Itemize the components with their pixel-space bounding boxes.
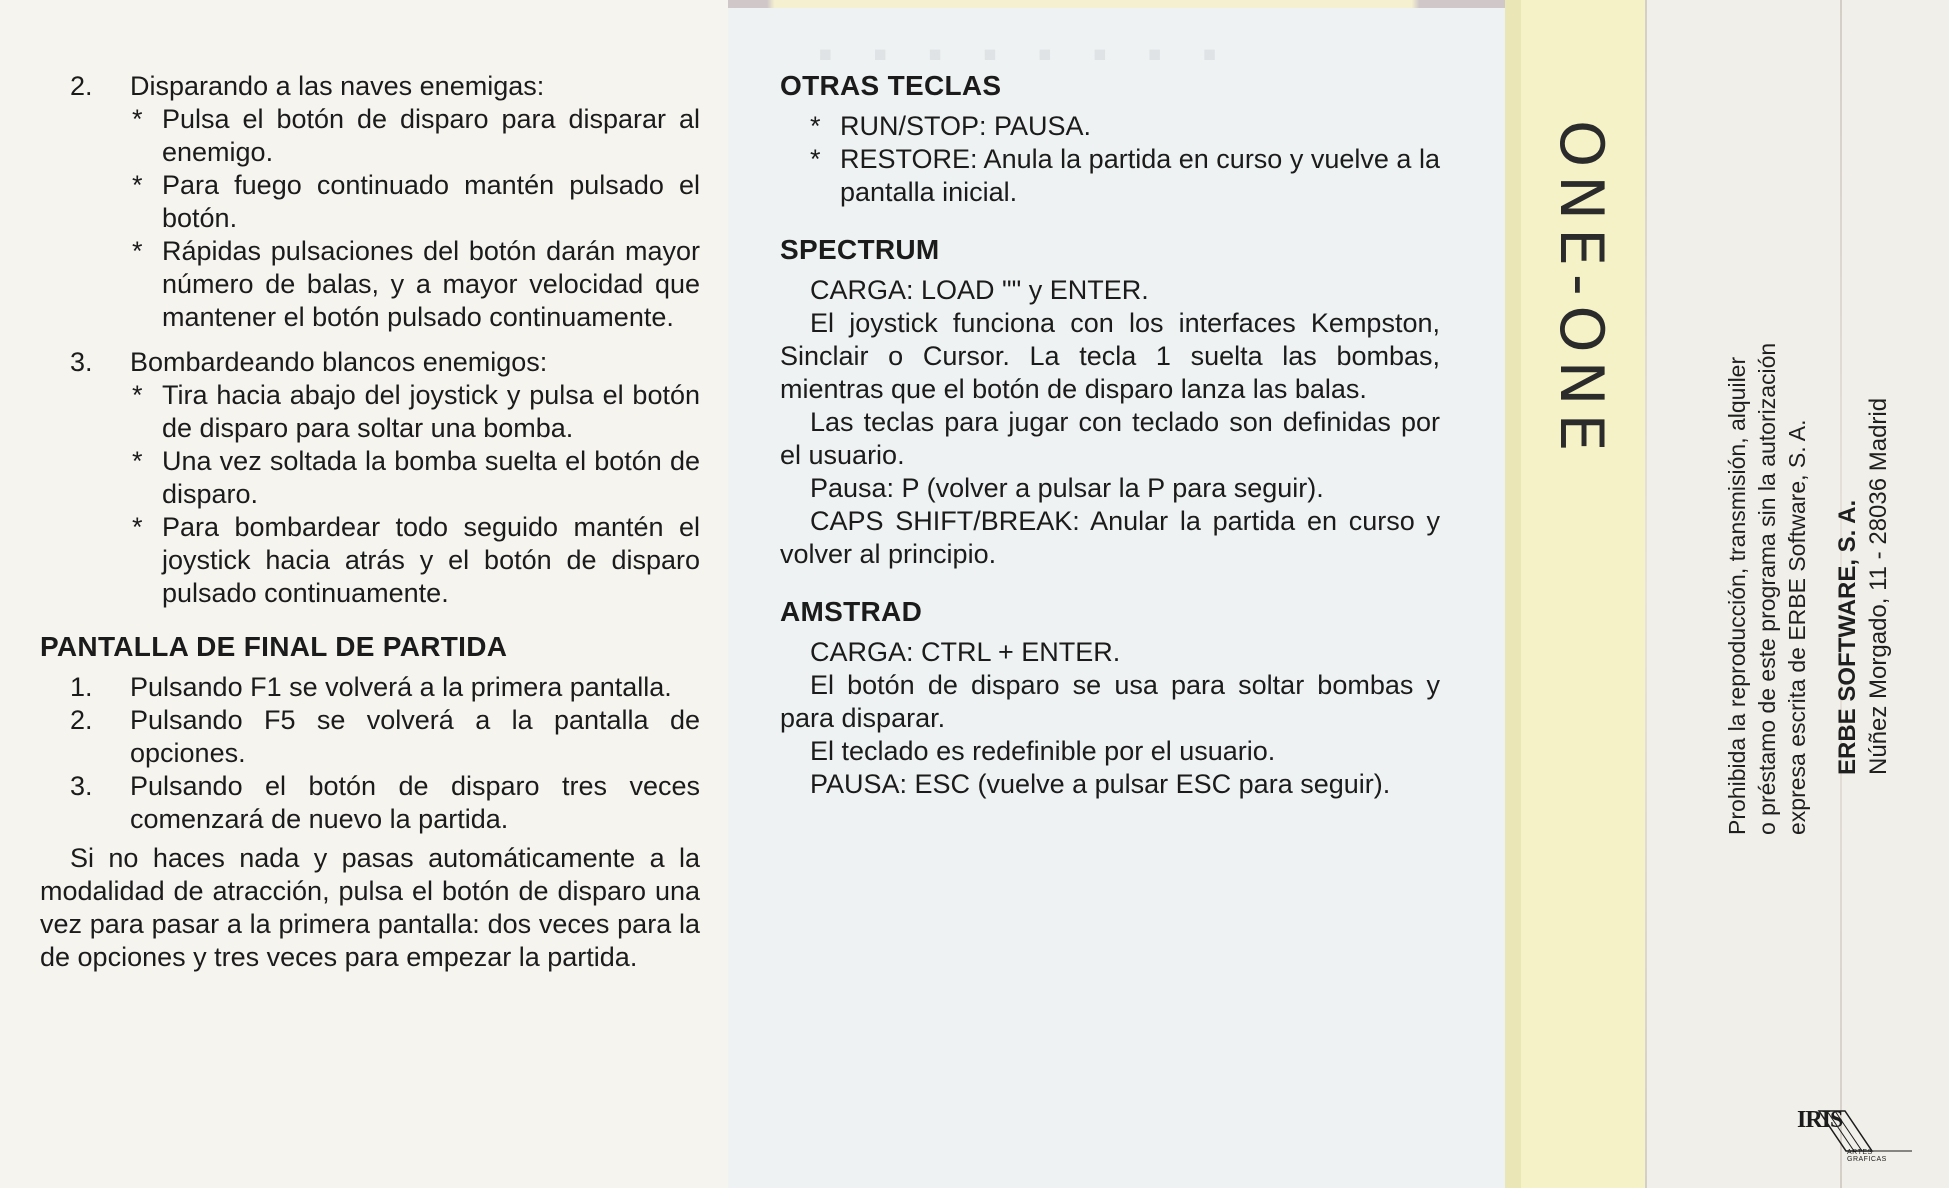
bullet-text: Para bombardear todo seguido mantén el joystick hacia atrás y el botón de disparo pulsado continuamente.	[162, 512, 700, 608]
section-heading: OTRAS TECLAS	[780, 70, 1002, 101]
item-title: Disparando a las naves enemigas:	[130, 71, 545, 101]
copyright-line: expresa escrita de ERBE Software, S. A.	[1784, 419, 1810, 835]
logo-subtitle: ARTES GRAFICAS	[1847, 1149, 1887, 1163]
section-heading: AMSTRAD	[780, 596, 923, 627]
item-title: Bombardeando blancos enemigos:	[130, 347, 548, 377]
item-text: Pulsando F1 se volverá a la primera pantalla.	[130, 672, 672, 702]
paragraph: El botón de disparo se usa para soltar bombas y para disparar.	[780, 670, 1440, 733]
bullet-text: Pulsa el botón de disparo para disparar al enemigo.	[162, 104, 700, 167]
list-item: * Rápidas pulsaciones del botón darán mayor número de balas, y a mayor velocidad que mantener el botón pulsado continuamente.	[132, 236, 700, 332]
paragraph: El teclado es redefinible por el usuario.	[810, 736, 1276, 766]
handwritten-title: ONE-ONE	[1546, 120, 1616, 460]
list-item: * RESTORE: Anula la partida en curso y vuelve a la pantalla inicial.	[810, 144, 1440, 207]
item-number: 2.	[70, 705, 93, 735]
section-heading: PANTALLA DE FINAL DE PARTIDA	[40, 631, 508, 662]
section-heading: SPECTRUM	[780, 234, 940, 265]
list-item	[40, 70, 700, 103]
item-number: 2.	[70, 71, 93, 101]
copyright-notice	[1722, 343, 1812, 835]
item-number: 3.	[70, 771, 93, 801]
copyright-line: Prohibida la reproducción, transmisión, alquiler	[1724, 356, 1750, 835]
left-panel	[0, 0, 728, 1188]
list-item	[40, 671, 700, 704]
paragraph: Pausa: P (volver a pulsar la P para seguir).	[810, 473, 1324, 503]
paragraph: El joystick funciona con los interfaces Kempston, Sinclair o Cursor. La tecla 1 suelta las bombas, mientras que el botón de disparo lanza las balas.	[780, 308, 1440, 404]
bullet-text: RUN/STOP: PAUSA.	[840, 111, 1092, 141]
middle-content	[780, 69, 1440, 801]
logo-brand: IRIS	[1797, 1107, 1843, 1133]
list-item: * Para fuego continuado mantén pulsado el botón.	[132, 170, 700, 233]
list-item	[40, 770, 700, 836]
list-item: * Para bombardear todo seguido mantén el joystick hacia atrás y el botón de disparo pulsado continuamente.	[132, 512, 700, 608]
item-number: 1.	[70, 672, 93, 702]
iris-logo	[1797, 1103, 1912, 1163]
list-item: * Tira hacia abajo del joystick y pulsa el botón de disparo para soltar una bomba.	[132, 380, 700, 443]
copyright-line: o préstamo de este programa sin la autorización	[1754, 342, 1780, 835]
left-content	[40, 70, 700, 974]
list-item: * RUN/STOP: PAUSA.	[780, 110, 1440, 143]
bullet-text: Tira hacia abajo del joystick y pulsa el botón de disparo para soltar una bomba.	[162, 380, 700, 443]
paragraph: CARGA: CTRL + ENTER.	[810, 637, 1121, 667]
item-number: 3.	[70, 347, 93, 377]
publisher-address: Núñez Morgado, 11 - 28036 Madrid	[1865, 397, 1892, 775]
paragraph: Si no haces nada y pasas automáticamente a la modalidad de atracción, pulsa el botón de disparo una vez para pasar a la primera pantalla: dos veces para la de opciones y tres veces para empezar la partida.	[40, 843, 700, 972]
paragraph: CARGA: LOAD "" y ENTER.	[810, 275, 1149, 305]
list-item: * Una vez soltada la bomba suelta el botón de disparo.	[132, 446, 700, 509]
item-text: Pulsando el botón de disparo tres veces comenzará de nuevo la partida.	[130, 771, 700, 834]
publisher-info	[1832, 398, 1894, 775]
fold-edge	[728, 0, 1505, 8]
bleed-through-decoration: ▪▪▪▪▪▪▪▪	[818, 30, 1258, 77]
paragraph: CAPS SHIFT/BREAK: Anular la partida en curso y volver al principio.	[780, 506, 1440, 569]
list-item: * Pulsa el botón de disparo para disparar al enemigo.	[132, 104, 700, 167]
list-item	[40, 704, 700, 770]
middle-panel	[728, 0, 1505, 1188]
bullet-text: Para fuego continuado mantén pulsado el botón.	[162, 170, 700, 233]
paragraph: Las teclas para jugar con teclado son definidas por el usuario.	[780, 407, 1440, 470]
publisher-name: ERBE SOFTWARE, S. A.	[1834, 499, 1861, 775]
bullet-text: Rápidas pulsaciones del botón darán mayor número de balas, y a mayor velocidad que mantener el botón pulsado continuamente.	[162, 236, 700, 332]
item-text: Pulsando F5 se volverá a la pantalla de opciones.	[130, 705, 700, 768]
bullet-text: Una vez soltada la bomba suelta el botón de disparo.	[162, 446, 700, 509]
list-item	[40, 346, 700, 379]
fold-line	[1645, 0, 1647, 1188]
bullet-text: RESTORE: Anula la partida en curso y vuelve a la pantalla inicial.	[840, 144, 1440, 207]
paragraph: PAUSA: ESC (vuelve a pulsar ESC para seguir).	[810, 769, 1391, 799]
